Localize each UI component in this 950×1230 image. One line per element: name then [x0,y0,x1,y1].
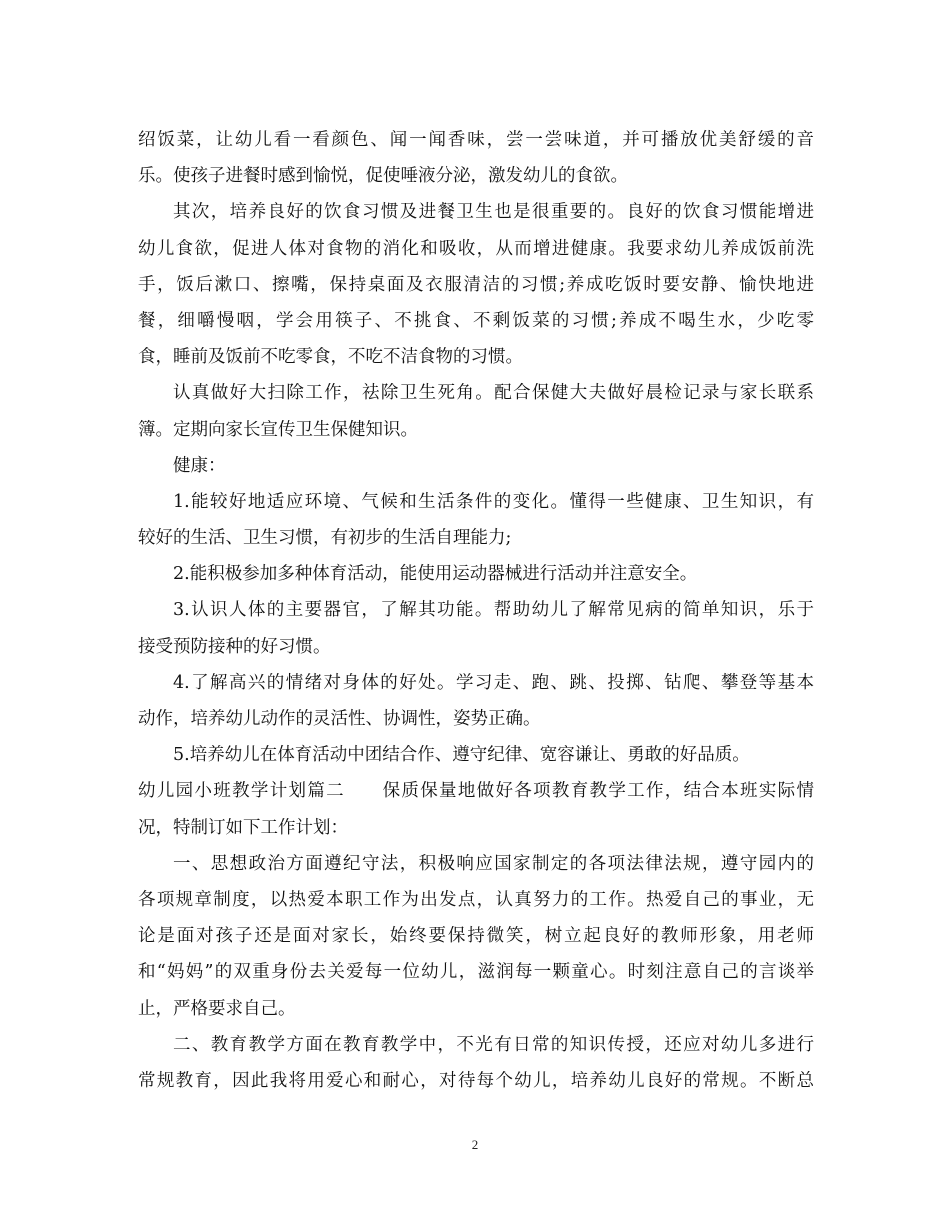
text-line: 况，特制订如下工作计划： [138,817,348,838]
text-line: 餐，细嚼慢咽，学会用筷子、不挑食、不剩饭菜的习惯;养成不喝生水，少吃零 [138,310,814,331]
text-line: 绍饭菜，让幼儿看一看颜色、闻一闻香味，尝一尝味道，并可播放优美舒缓的音 [138,130,814,150]
text-line: 乐。使孩子进餐时感到愉悦，促使唾液分泌，激发幼儿的食欲。 [138,166,628,187]
text-line: 5.培养幼儿在体育活动中团结合作、遵守纪律、宽容谦让、勇敢的好品质。 [173,745,750,766]
text-line: 食，睡前及饭前不吃零食，不吃不洁食物的习惯。 [138,347,523,368]
text-line: 4.了解高兴的情绪对身体的好处。学习走、跑、跳、投掷、钻爬、攀登等基本 [173,672,814,693]
body-text [138,122,814,1099]
page-number: 2 [471,1137,479,1152]
text-line: 3.认识人体的主要器官，了解其功能。帮助幼儿了解常见病的简单知识，乐于 [173,600,814,621]
text-line: 2.能积极参加多种体育活动，能使用运动器械进行活动并注意安全。 [173,564,698,585]
text-line: 健康： [173,455,226,476]
text-line: 动作，培养幼儿动作的灵活性、协调性，姿势正确。 [138,709,541,729]
text-line: 和“妈妈”的双重身份去关爱每一位幼儿，滋润每一颗童心。时刻注意自己的言谈举 [138,962,814,983]
text-line: 二、教育教学方面在教育教学中，不光有日常的知识传授，还应对幼儿多进行 [173,1034,814,1055]
text-line: 幼儿园小班教学计划篇二 保质保量地做好各项教育教学工作，结合本班实际情 [138,781,814,802]
text-line: 接受预防接种的好习惯。 [138,636,331,657]
text-line: 较好的生活、卫生习惯，有初步的生活自理能力; [138,528,512,549]
text-line: 论是面对孩子还是面对家长，始终要保持微笑，树立起良好的教师形象，用老师 [138,926,814,947]
text-line: 止，严格要求自己。 [138,998,296,1019]
text-line: 各项规章制度，以热爱本职工作为出发点，认真努力的工作。热爱自己的事业，无 [138,889,814,910]
text-line: 其次，培养良好的饮食习惯及进餐卫生也是很重要的。良好的饮食习惯能增进 [173,202,814,223]
text-line: 簿。定期向家长宣传卫生保健知识。 [138,419,418,440]
text-line: 认真做好大扫除工作，祛除卫生死角。配合保健大夫做好晨检记录与家长联系 [173,383,814,404]
text-line: 手，饭后漱口、擦嘴，保持桌面及衣服清洁的习惯;养成吃饭时要安静、愉快地进 [138,274,814,295]
text-line: 1.能较好地适应环境、气候和生活条件的变化。懂得一些健康、卫生知识，有 [173,491,814,512]
text-line: 一、思想政治方面遵纪守法，积极响应国家制定的各项法律法规，遵守园内的 [173,853,814,874]
text-line: 常规教育，因此我将用爱心和耐心，对待每个幼儿，培养幼儿良好的常规。不断总 [138,1070,814,1091]
text-line: 幼儿食欲，促进人体对食物的消化和吸收，从而增进健康。我要求幼儿养成饭前洗 [138,238,814,259]
